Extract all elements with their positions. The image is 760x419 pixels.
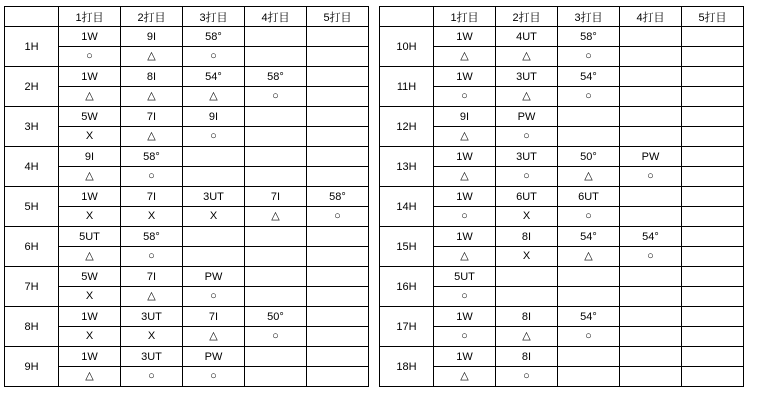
club-cell: 1W	[434, 347, 496, 367]
result-mark-cell: △	[434, 247, 496, 267]
header-shot-4: 4打目	[620, 7, 682, 27]
club-cell: 9I	[183, 107, 245, 127]
club-cell: 54°	[558, 67, 620, 87]
result-mark-cell: △	[121, 47, 183, 67]
hole-label: 15H	[380, 227, 434, 267]
hole-label: 9H	[5, 347, 59, 387]
table-row	[380, 267, 744, 287]
club-cell	[245, 147, 307, 167]
result-mark-cell	[307, 367, 369, 387]
result-mark-cell: △	[59, 87, 121, 107]
table-row	[5, 67, 369, 87]
table-row	[380, 67, 744, 87]
result-mark-cell	[183, 247, 245, 267]
result-mark-cell: ○	[434, 327, 496, 347]
table-row	[5, 107, 369, 127]
table-row	[5, 267, 369, 287]
table-row	[5, 307, 369, 327]
club-cell: 7I	[183, 307, 245, 327]
table-row	[380, 107, 744, 127]
club-cell	[682, 187, 744, 207]
club-cell	[682, 107, 744, 127]
result-mark-cell	[620, 207, 682, 227]
club-cell: 8I	[121, 67, 183, 87]
result-mark-cell: △	[434, 127, 496, 147]
result-mark-cell: ○	[434, 287, 496, 307]
hole-label: 16H	[380, 267, 434, 307]
club-cell: 7I	[121, 267, 183, 287]
result-mark-cell: △	[496, 327, 558, 347]
table-row	[380, 127, 744, 147]
club-cell: 6UT	[558, 187, 620, 207]
result-mark-cell	[620, 87, 682, 107]
header-shot-5: 5打目	[682, 7, 744, 27]
header-hole-blank	[5, 7, 59, 27]
result-mark-cell: △	[59, 247, 121, 267]
club-cell	[307, 267, 369, 287]
table-header-row	[380, 7, 744, 27]
result-mark-cell: ○	[183, 367, 245, 387]
club-cell: 8I	[496, 347, 558, 367]
result-mark-cell: △	[245, 207, 307, 227]
hole-label: 10H	[380, 27, 434, 67]
club-cell: 54°	[620, 227, 682, 247]
result-mark-cell: △	[496, 87, 558, 107]
table-row	[380, 367, 744, 387]
club-cell	[307, 227, 369, 247]
result-mark-cell	[620, 287, 682, 307]
result-mark-cell	[558, 367, 620, 387]
club-cell: 9I	[434, 107, 496, 127]
hole-label: 5H	[5, 187, 59, 227]
club-cell: 8I	[496, 307, 558, 327]
hole-label: 14H	[380, 187, 434, 227]
club-cell: 5W	[59, 267, 121, 287]
club-cell	[682, 347, 744, 367]
club-cell: PW	[496, 107, 558, 127]
result-mark-cell	[682, 87, 744, 107]
result-mark-cell	[682, 207, 744, 227]
club-cell: 1W	[59, 27, 121, 47]
club-cell	[620, 307, 682, 327]
result-mark-cell	[307, 327, 369, 347]
result-mark-cell	[245, 167, 307, 187]
table-row	[5, 227, 369, 247]
club-cell	[183, 147, 245, 167]
hole-label: 11H	[380, 67, 434, 107]
hole-label: 18H	[380, 347, 434, 387]
table-row	[5, 187, 369, 207]
result-mark-cell: △	[121, 287, 183, 307]
result-mark-cell: ○	[558, 47, 620, 67]
result-mark-cell: ○	[183, 47, 245, 67]
result-mark-cell	[183, 167, 245, 187]
result-mark-cell: △	[59, 367, 121, 387]
club-cell: 7I	[245, 187, 307, 207]
club-cell: 6UT	[496, 187, 558, 207]
club-cell: 58°	[307, 187, 369, 207]
table-row	[380, 187, 744, 207]
result-mark-cell: △	[558, 167, 620, 187]
club-cell: 58°	[245, 67, 307, 87]
result-mark-cell: X	[59, 127, 121, 147]
result-mark-cell: △	[558, 247, 620, 267]
club-cell: 1W	[434, 307, 496, 327]
club-cell	[245, 27, 307, 47]
table-row	[5, 127, 369, 147]
score-table-front-nine	[4, 6, 369, 387]
table-row	[5, 47, 369, 67]
club-cell: PW	[183, 267, 245, 287]
club-cell: 58°	[121, 227, 183, 247]
hole-label: 13H	[380, 147, 434, 187]
table-row	[5, 287, 369, 307]
result-mark-cell	[307, 287, 369, 307]
result-mark-cell: ○	[183, 287, 245, 307]
result-mark-cell	[558, 287, 620, 307]
hole-label: 3H	[5, 107, 59, 147]
result-mark-cell: X	[59, 207, 121, 227]
club-cell: 50°	[558, 147, 620, 167]
club-cell	[183, 227, 245, 247]
result-mark-cell	[620, 47, 682, 67]
header-shot-2: 2打目	[121, 7, 183, 27]
result-mark-cell	[307, 87, 369, 107]
club-cell: 54°	[558, 307, 620, 327]
table-row	[5, 87, 369, 107]
table-row	[380, 47, 744, 67]
club-cell	[682, 27, 744, 47]
result-mark-cell: ○	[59, 47, 121, 67]
club-cell: 54°	[558, 227, 620, 247]
club-cell: 50°	[245, 307, 307, 327]
header-shot-1: 1打目	[59, 7, 121, 27]
club-cell: 58°	[183, 27, 245, 47]
table-row	[5, 327, 369, 347]
club-cell: 1W	[434, 187, 496, 207]
club-cell: 1W	[434, 27, 496, 47]
result-mark-cell: ○	[121, 247, 183, 267]
result-mark-cell	[620, 127, 682, 147]
result-mark-cell	[245, 367, 307, 387]
result-mark-cell	[682, 327, 744, 347]
table-row	[380, 327, 744, 347]
result-mark-cell	[682, 167, 744, 187]
result-mark-cell: △	[434, 167, 496, 187]
result-mark-cell	[245, 127, 307, 147]
hole-label: 7H	[5, 267, 59, 307]
result-mark-cell: ○	[496, 127, 558, 147]
club-cell: 58°	[121, 147, 183, 167]
table-row	[380, 87, 744, 107]
result-mark-cell: ○	[620, 247, 682, 267]
club-cell	[682, 227, 744, 247]
club-cell	[558, 107, 620, 127]
result-mark-cell: ○	[245, 87, 307, 107]
result-mark-cell: X	[59, 327, 121, 347]
club-cell: 5UT	[434, 267, 496, 287]
club-cell	[620, 67, 682, 87]
result-mark-cell: △	[121, 127, 183, 147]
club-cell: PW	[183, 347, 245, 367]
club-cell	[307, 67, 369, 87]
result-mark-cell	[620, 367, 682, 387]
table-row	[5, 247, 369, 267]
club-cell	[682, 67, 744, 87]
result-mark-cell: △	[121, 87, 183, 107]
club-cell	[307, 347, 369, 367]
club-cell: 1W	[434, 67, 496, 87]
result-mark-cell	[682, 287, 744, 307]
club-cell: 7I	[121, 187, 183, 207]
club-cell	[307, 307, 369, 327]
result-mark-cell	[307, 247, 369, 267]
club-cell	[496, 267, 558, 287]
hole-label: 17H	[380, 307, 434, 347]
table-row	[380, 207, 744, 227]
table-row	[5, 27, 369, 47]
result-mark-cell: △	[183, 87, 245, 107]
club-cell	[620, 107, 682, 127]
result-mark-cell	[682, 47, 744, 67]
table-row	[5, 367, 369, 387]
table-row	[5, 147, 369, 167]
club-cell: 1W	[59, 67, 121, 87]
result-mark-cell: X	[121, 327, 183, 347]
club-cell: 7I	[121, 107, 183, 127]
club-cell	[682, 267, 744, 287]
header-shot-3: 3打目	[183, 7, 245, 27]
club-cell: 4UT	[496, 27, 558, 47]
table-row	[5, 207, 369, 227]
hole-label: 12H	[380, 107, 434, 147]
club-cell	[620, 267, 682, 287]
table-row	[380, 27, 744, 47]
club-cell: 3UT	[121, 307, 183, 327]
result-mark-cell: ○	[496, 167, 558, 187]
result-mark-cell: ○	[558, 207, 620, 227]
hole-label: 8H	[5, 307, 59, 347]
result-mark-cell	[307, 47, 369, 67]
result-mark-cell: ○	[307, 207, 369, 227]
club-cell: 9I	[59, 147, 121, 167]
result-mark-cell: ○	[558, 327, 620, 347]
result-mark-cell: X	[121, 207, 183, 227]
club-cell: 3UT	[496, 147, 558, 167]
result-mark-cell: △	[434, 47, 496, 67]
result-mark-cell: ○	[496, 367, 558, 387]
table-row	[380, 247, 744, 267]
club-cell	[620, 347, 682, 367]
header-shot-2: 2打目	[496, 7, 558, 27]
club-cell: 5UT	[59, 227, 121, 247]
result-mark-cell	[245, 287, 307, 307]
club-cell	[558, 347, 620, 367]
club-cell: 1W	[59, 307, 121, 327]
table-header-row	[5, 7, 369, 27]
club-cell: 1W	[434, 227, 496, 247]
club-cell: 1W	[59, 347, 121, 367]
table-row	[380, 227, 744, 247]
hole-label: 2H	[5, 67, 59, 107]
result-mark-cell: ○	[434, 87, 496, 107]
club-cell: 3UT	[183, 187, 245, 207]
club-cell: 54°	[183, 67, 245, 87]
result-mark-cell	[558, 127, 620, 147]
result-mark-cell	[496, 287, 558, 307]
club-cell	[307, 147, 369, 167]
club-cell	[307, 27, 369, 47]
result-mark-cell: X	[496, 247, 558, 267]
hole-label: 6H	[5, 227, 59, 267]
club-cell: 3UT	[121, 347, 183, 367]
result-mark-cell: X	[183, 207, 245, 227]
club-cell	[558, 267, 620, 287]
header-shot-4: 4打目	[245, 7, 307, 27]
club-cell	[245, 107, 307, 127]
club-cell	[245, 267, 307, 287]
result-mark-cell: △	[434, 367, 496, 387]
club-cell	[307, 107, 369, 127]
club-cell: 9I	[121, 27, 183, 47]
club-cell: 1W	[434, 147, 496, 167]
result-mark-cell	[682, 367, 744, 387]
table-row	[380, 287, 744, 307]
result-mark-cell: ○	[121, 367, 183, 387]
table-row	[5, 167, 369, 187]
result-mark-cell	[620, 327, 682, 347]
header-shot-3: 3打目	[558, 7, 620, 27]
hole-label: 4H	[5, 147, 59, 187]
result-mark-cell: ○	[558, 87, 620, 107]
table-row	[380, 147, 744, 167]
club-cell: 5W	[59, 107, 121, 127]
table-row	[380, 167, 744, 187]
club-cell: 58°	[558, 27, 620, 47]
result-mark-cell	[245, 247, 307, 267]
table-row	[5, 347, 369, 367]
club-cell	[620, 27, 682, 47]
result-mark-cell: ○	[620, 167, 682, 187]
result-mark-cell: ○	[183, 127, 245, 147]
header-shot-5: 5打目	[307, 7, 369, 27]
result-mark-cell: ○	[434, 207, 496, 227]
club-cell	[682, 307, 744, 327]
header-hole-blank	[380, 7, 434, 27]
table-row	[380, 347, 744, 367]
club-cell	[620, 187, 682, 207]
result-mark-cell	[307, 127, 369, 147]
club-cell: 1W	[59, 187, 121, 207]
club-cell	[245, 227, 307, 247]
hole-label: 1H	[5, 27, 59, 67]
club-cell: 8I	[496, 227, 558, 247]
result-mark-cell: ○	[121, 167, 183, 187]
table-row	[380, 307, 744, 327]
result-mark-cell: X	[496, 207, 558, 227]
result-mark-cell	[245, 47, 307, 67]
club-cell	[682, 147, 744, 167]
result-mark-cell: △	[496, 47, 558, 67]
result-mark-cell	[307, 167, 369, 187]
club-cell	[245, 347, 307, 367]
result-mark-cell: △	[183, 327, 245, 347]
result-mark-cell: △	[59, 167, 121, 187]
result-mark-cell	[682, 247, 744, 267]
club-cell: 3UT	[496, 67, 558, 87]
result-mark-cell: ○	[245, 327, 307, 347]
result-mark-cell	[682, 127, 744, 147]
result-mark-cell: X	[59, 287, 121, 307]
club-cell: PW	[620, 147, 682, 167]
header-shot-1: 1打目	[434, 7, 496, 27]
score-table-back-nine	[379, 6, 744, 387]
